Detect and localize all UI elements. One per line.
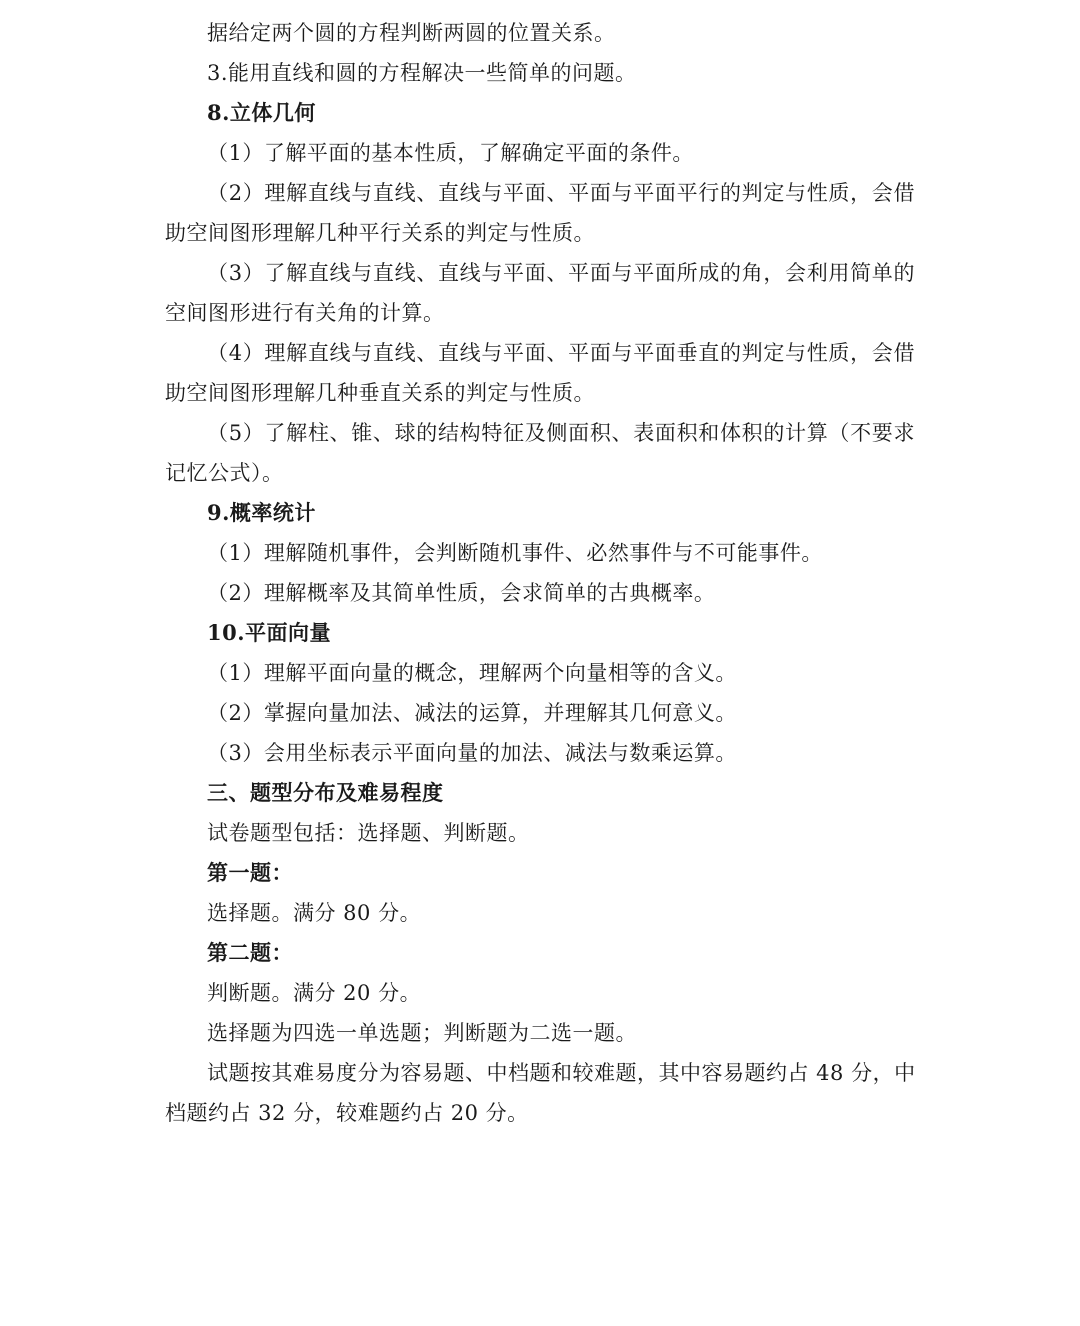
list-item: （2）理解直线与直线、直线与平面、平面与平面平行的判定与性质，会借 — [207, 181, 915, 205]
section-heading-probability: 9.概率统计 — [207, 500, 316, 525]
question-heading-second: 第二题： — [207, 940, 293, 965]
paragraph-line: 据给定两个圆的方程判断两圆的位置关系。 — [207, 21, 616, 45]
list-item-continuation: 助空间图形理解几种垂直关系的判定与性质。 — [165, 381, 595, 405]
list-item: （4）理解直线与直线、直线与平面、平面与平面垂直的判定与性质，会借 — [207, 341, 915, 365]
paragraph-line: 试题按其难易度分为容易题、中档题和较难题，其中容易题约占 48 分，中 — [207, 1061, 916, 1085]
list-item: （1）理解平面向量的概念，理解两个向量相等的含义。 — [207, 661, 737, 685]
list-item: （2）理解概率及其简单性质，会求简单的古典概率。 — [207, 581, 716, 605]
chapter-heading-question-types: 三、题型分布及难易程度 — [207, 780, 444, 805]
paragraph-line: 选择题为四选一单选题；判断题为二选一题。 — [207, 1021, 637, 1045]
paragraph-line: 判断题。满分 20 分。 — [207, 981, 422, 1005]
list-item: （3）了解直线与直线、直线与平面、平面与平面所成的角，会利用简单的 — [207, 261, 915, 285]
list-item-continuation: 记忆公式）。 — [165, 461, 284, 485]
list-item-continuation: 空间图形进行有关角的计算。 — [165, 301, 445, 325]
list-item-continuation: 助空间图形理解几种平行关系的判定与性质。 — [165, 221, 595, 245]
question-heading-first: 第一题： — [207, 860, 293, 885]
list-item: （2）掌握向量加法、减法的运算，并理解其几何意义。 — [207, 701, 737, 725]
paragraph-line: 选择题。满分 80 分。 — [207, 901, 422, 925]
paragraph-line-continuation: 档题约占 32 分，较难题约占 20 分。 — [165, 1101, 529, 1125]
requirement-item: 3.能用直线和圆的方程解决一些简单的问题。 — [207, 61, 637, 85]
section-heading-solid-geometry: 8.立体几何 — [207, 100, 316, 125]
list-item: （3）会用坐标表示平面向量的加法、减法与数乘运算。 — [207, 741, 737, 765]
list-item: （5）了解柱、锥、球的结构特征及侧面积、表面积和体积的计算（不要求 — [207, 421, 915, 445]
section-heading-vectors: 10.平面向量 — [207, 620, 332, 645]
paragraph-line: 试卷题型包括：选择题、判断题。 — [207, 821, 530, 845]
list-item: （1）了解平面的基本性质，了解确定平面的条件。 — [207, 141, 694, 165]
list-item: （1）理解随机事件，会判断随机事件、必然事件与不可能事件。 — [207, 541, 823, 565]
